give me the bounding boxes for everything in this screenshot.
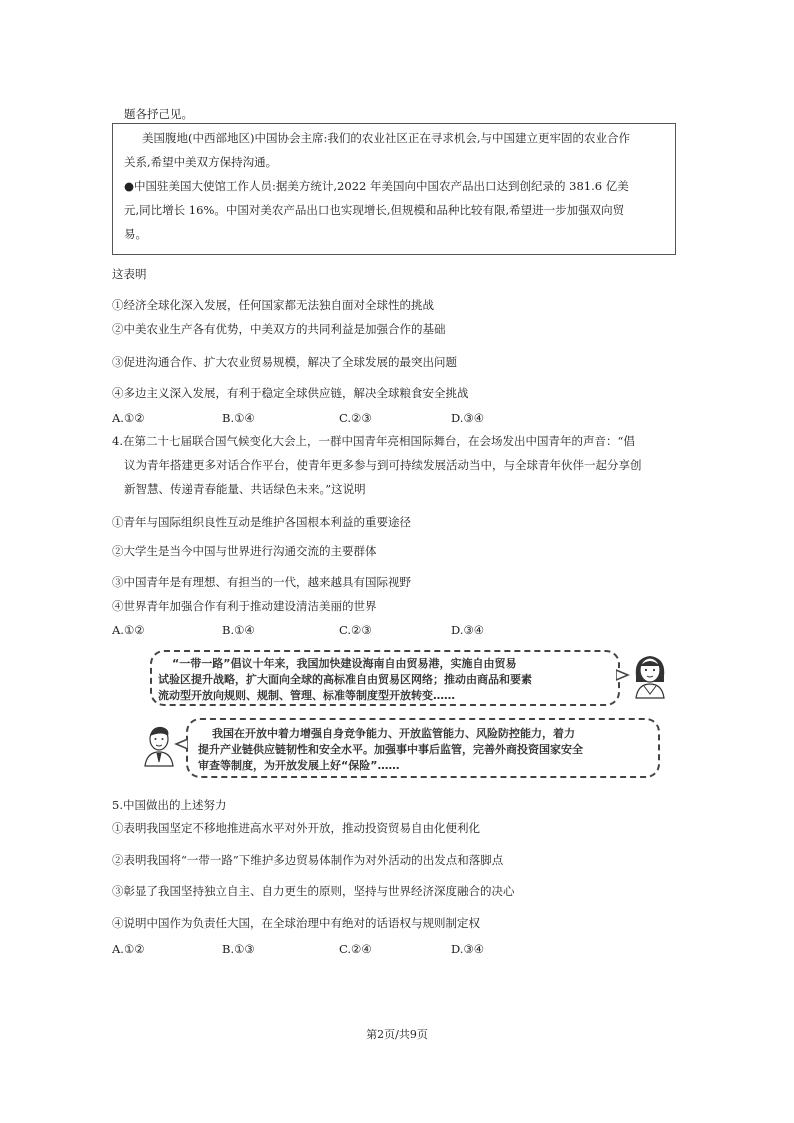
bubble-2-line-1: 我国在开放中着力增强自身竞争能力、开放监管能力、风险防控能力，着力: [212, 727, 575, 740]
q3-statement-2: ②中美农业生产各有优势，中美双方的共同利益是加强合作的基础: [112, 322, 446, 336]
page-number: 第2页/共9页: [366, 1028, 428, 1041]
box-line-2: 关系,希望中美双方保持沟通。: [124, 155, 278, 169]
q4-option-a[interactable]: A.①②: [112, 623, 145, 637]
bubble-2-line-3: 审查等制度，为开放发展上好“保险”……: [198, 759, 400, 772]
q4-stem-line-3: 新智慧、传递青春能量、共话绿色未来。”这说明: [124, 482, 366, 496]
intro-text: 题各抒己见。: [124, 107, 193, 121]
q4-option-c[interactable]: C.②③: [339, 623, 372, 637]
q5-statement-1: ①表明我国坚定不移地推进高水平对外开放，推动投资贸易自由化便利化: [112, 821, 480, 835]
woman-avatar-icon: [628, 650, 672, 700]
q4-stem-line-1: 4.在第二十七届联合国气候变化大会上，一群中国青年亮相国际舞台，在会场发出中国青年的声音：“倡: [112, 434, 635, 448]
bubble-1-line-3: 流动型开放向规则、规制、管理、标准等制度型开放转变……: [158, 689, 455, 702]
q5-option-a[interactable]: A.①②: [112, 942, 145, 956]
q3-option-d[interactable]: D.③④: [451, 411, 485, 425]
q3-option-c[interactable]: C.②③: [339, 411, 372, 425]
q5-statement-4: ④说明中国作为负责任大国，在全球治理中有绝对的话语权与规则制定权: [112, 916, 480, 930]
box-line-1: 美国腹地(中西部地区)中国协会主席:我们的农业社区正在寻求机会,与中国建立更牢固的农业合作: [142, 131, 630, 145]
bubble-2-tail: [174, 737, 188, 751]
q4-statement-2: ②大学生是当今中国与世界进行沟通交流的主要群体: [112, 544, 377, 558]
q5-option-b[interactable]: B.①③: [222, 942, 255, 956]
q3-option-a[interactable]: A.①②: [112, 411, 145, 425]
q3-statement-3: ③促进沟通合作、扩大农业贸易规模，解决了全球发展的最突出问题: [112, 355, 457, 369]
q3-stem: 这表明: [112, 267, 147, 281]
box-line-3: ●中国驻美国大使馆工作人员:据美方统计,2022 年美国向中国农产品出口达到创纪录的 381.6 亿美: [124, 179, 629, 193]
q5-statement-2: ②表明我国将“一带一路”下维护多边贸易体制作为对外活动的出发点和落脚点: [112, 853, 504, 867]
q5-option-c[interactable]: C.②④: [339, 942, 372, 956]
bubble-1-line-2: 试验区提升战略，扩大面向全球的高标准自由贸易区网络；推动由商品和要素: [158, 673, 532, 686]
q3-option-b[interactable]: B.①④: [222, 411, 255, 425]
q4-option-b[interactable]: B.①④: [222, 623, 255, 637]
man-avatar-icon: [140, 722, 178, 768]
q4-statement-3: ③中国青年是有理想、有担当的一代，越来越具有国际视野: [112, 575, 411, 589]
q5-statement-3: ③彰显了我国坚持独立自主、自力更生的原则，坚持与世界经济深度融合的决心: [112, 884, 515, 898]
q4-stem-line-2: 议为青年搭建更多对话合作平台，使青年更多参与到可持续发展活动当中，与全球青年伙伴一起分享创: [124, 458, 642, 472]
q5-option-d[interactable]: D.③④: [451, 942, 485, 956]
q4-statement-4: ④世界青年加强合作有利于推动建设清洁美丽的世界: [112, 599, 377, 613]
box-line-5: 易。: [124, 227, 147, 241]
bubble-1-line-1: “一带一路”倡议十年来，我国加快建设海南自由贸易港，实施自由贸易: [172, 657, 517, 670]
q3-statement-1: ①经济全球化深入发展，任何国家都无法独自面对全球性的挑战: [112, 298, 434, 312]
box-line-4: 元,同比增长 16%。中国对美农产品出口也实现增长,但规模和品种比较有限,希望进一步加强双向贸: [124, 203, 625, 217]
q4-statement-1: ①青年与国际组织良性互动是维护各国根本利益的重要途径: [112, 515, 411, 529]
bubble-2-line-2: 提升产业链供应链韧性和安全水平。加强事中事后监管，完善外商投资国家安全: [198, 743, 583, 756]
q5-stem: 5.中国做出的上述努力: [112, 798, 227, 812]
q4-option-d[interactable]: D.③④: [451, 623, 485, 637]
q3-statement-4: ④多边主义深入发展，有利于稳定全球供应链，解决全球粮食安全挑战: [112, 386, 469, 400]
